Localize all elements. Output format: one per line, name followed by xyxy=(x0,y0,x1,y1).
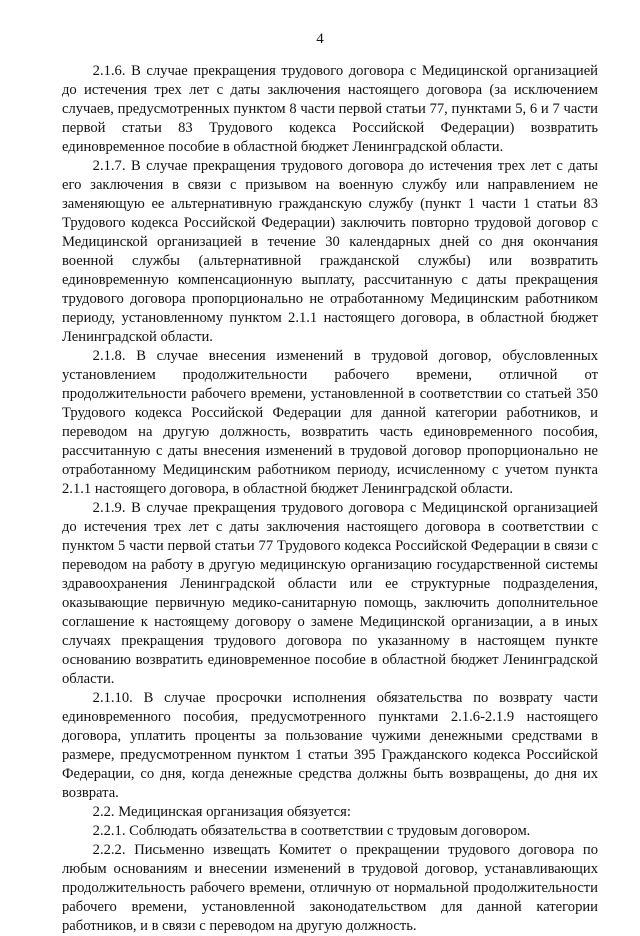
paragraph-2-1-9: 2.1.9. В случае прекращения трудового договора с Медицинской организацией до истечения трех лет с даты заключения настоящего договора в соответствии с пунктом 5 части первой статьи 77 Трудового кодекса Российской Федерации в связи с переводом на работу в другую медицинскую организацию государственной системы здравоохранения Ленинградской области или ее структурные подразделения, оказывающие первичную медико-санитарную помощь, заключить дополнительное соглашение к настоящему договору о замене Медицинской организации, а в иных случаях прекращения трудового договора по указанному в настоящем пункте основанию возвратить единовременное пособие в областной бюджет Ленинградской области. xyxy=(62,500,598,687)
paragraph-2-2: 2.2. Медицинская организация обязуется: xyxy=(92,804,351,820)
paragraph-2-1-10: 2.1.10. В случае просрочки исполнения обязательства по возврату части единовременного пособия, предусмотренного пунктами 2.1.6-2.1.9 настоящего договора, уплатить проценты за пользование чужими денежными средствами в размере, предусмотренном пунктом 1 статьи 395 Гражданского кодекса Российской Федерации, со дня, когда денежные средства должны быть возвращены, до дня их возврата. xyxy=(62,690,598,801)
document-body xyxy=(62,62,598,936)
paragraph-2-1-8: 2.1.8. В случае внесения изменений в трудовой договор, обусловленных установлением продолжительности рабочего времени, отличной от продолжительности рабочего времени, установленной в соответствии со статьей 350 Трудового кодекса Российской Федерации для данной категории работников, и переводом на другую должность, возвратить часть единовременного пособия, рассчитанную с даты внесения изменений в трудовой договор пропорционально не отработанному Медицинским работником периоду, исчисленному с учетом пункта 2.1.1 настоящего договора, в областной бюджет Ленинградской области. xyxy=(62,348,598,497)
paragraph-2-2-1: 2.2.1. Соблюдать обязательства в соответствии с трудовым договором. xyxy=(92,823,531,839)
paragraph-2-1-7: 2.1.7. В случае прекращения трудового договора до истечения трех лет с даты его заключения в связи с призывом на военную службу или направлением не заменяющую ее альтернативную гражданскую службу (пункт 1 части 1 статьи 83 Трудового кодекса Российской Федерации) заключить повторно трудовой договор с Медицинской организацией в течение 30 календарных дней со дня окончания военной службы (альтернативной гражданской службы) или возвратить единовременную компенсационную выплату, рассчитанную с даты прекращения трудового договора пропорционально не отработанному Медицинским работником периоду, установленному пунктом 2.1.1 настоящего договора, в областной бюджет Ленинградской области. xyxy=(62,158,598,345)
page-number: 4 xyxy=(316,31,324,47)
paragraph-2-1-6: 2.1.6. В случае прекращения трудового договора с Медицинской организацией до истечения трех лет с даты заключения настоящего договора (за исключением случаев, предусмотренных пунктом 8 части первой статьи 77, пунктами 5, 6 и 7 части первой статьи 83 Трудового кодекса Российской Федерации) возвратить единовременное пособие в областной бюджет Ленинградской области. xyxy=(62,63,598,155)
paragraph-2-2-2: 2.2.2. Письменно извещать Комитет о прекращении трудового договора по любым основаниям и внесении изменений в трудовой договор, устанавливающих продолжительность рабочего времени, отличную от нормальной продолжительности рабочего времени, установленной законодательством для данной категории работников, и в связи с переводом на другую должность. xyxy=(62,842,598,934)
